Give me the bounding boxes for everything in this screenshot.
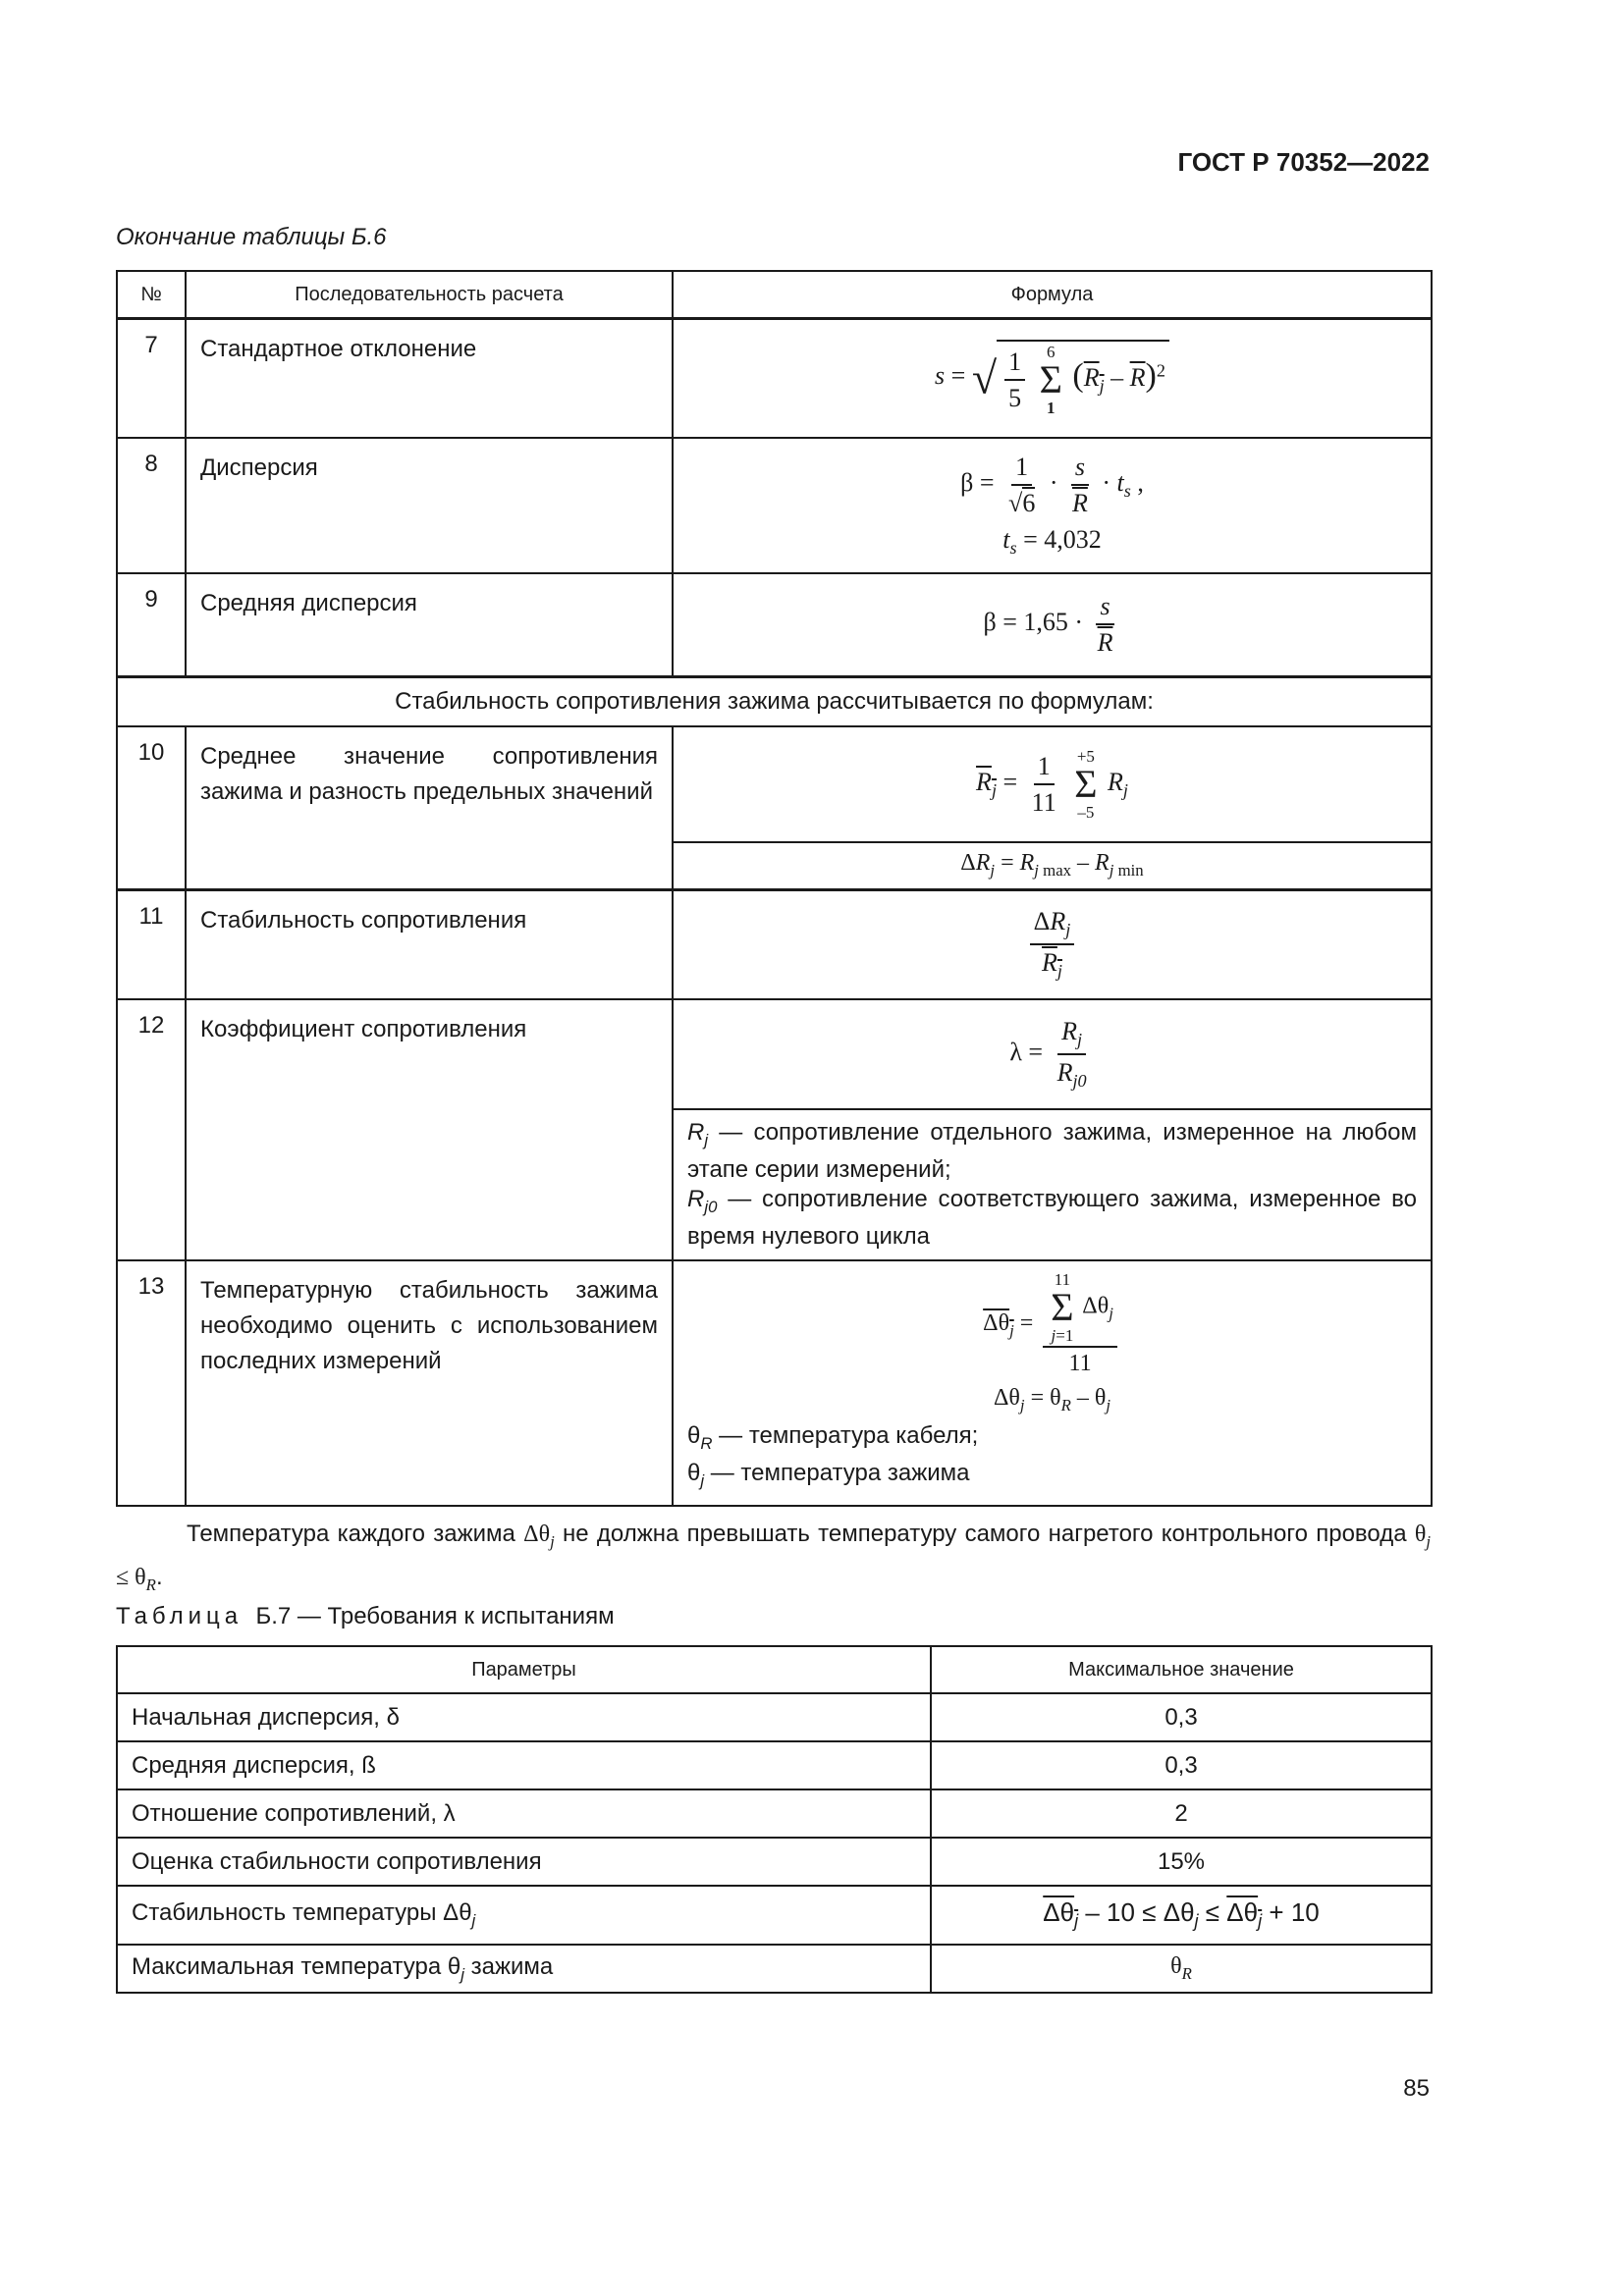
param-cell: Средняя дисперсия, ß <box>117 1741 931 1789</box>
table-row <box>117 438 1432 573</box>
table-b7-caption <box>116 1603 615 1630</box>
formula-dispersion: β = $\frac{1}{√6}$ · $\frac{s}{R}$ · $t_s$ , $t_s = 4,032$ <box>673 438 1432 573</box>
table-header-row <box>117 1646 1432 1693</box>
row-label: Температурную стабильность зажима необходимо оценить с использованием последних измерений <box>186 1260 673 1506</box>
row-number: 9 <box>117 573 186 677</box>
row-number: 8 <box>117 438 186 573</box>
formula-mean-dispersion: β = 1,65 · $\frac{s}{R}$ <box>673 573 1432 677</box>
header-param: Параметры <box>117 1646 931 1693</box>
value-cell: 15% <box>931 1838 1432 1886</box>
row-label: Среднее значение сопротивления зажима и разность предельных значений <box>186 726 673 889</box>
header-sequence: Последовательность расчета <box>186 271 673 319</box>
table-b7 <box>116 1645 1433 1994</box>
param-cell: Начальная дисперсия, δ <box>117 1693 931 1741</box>
header-num: № <box>117 271 186 319</box>
row-number: 7 <box>117 319 186 438</box>
table-row <box>117 999 1432 1109</box>
row-label: Коэффициент сопротивления <box>186 999 673 1260</box>
note-rj0: — сопротивление соответствующего зажима, измеренное во время нулевого цикла <box>687 1185 1418 1250</box>
formula-notes: $R_j$ — сопротивление отдельного зажима, измеренное на любом этапе серии измерений; $R_{j0}$ — сопротивление соответствующего зажима, измеренное во время нулевого цикла <box>673 1109 1432 1260</box>
table-row <box>117 1886 1432 1945</box>
value-cell: 0,3 <box>931 1741 1432 1789</box>
page-number: 85 <box>1403 2075 1430 2102</box>
table-row <box>117 726 1432 842</box>
section-heading: Стабильность сопротивления зажима рассчитывается по формулам: <box>117 677 1432 727</box>
mean-dispersion-coef: β = 1,65 · <box>983 608 1084 637</box>
formula-resistance-coefficient: λ = $\frac{R_j}{R_{j0}}$ <box>673 999 1432 1109</box>
table-row <box>117 1838 1432 1886</box>
row-number: 12 <box>117 999 186 1260</box>
param-cell: Отношение сопротивлений, λ <box>117 1789 931 1838</box>
standard-designation: ГОСТ Р 70352—2022 <box>1177 147 1430 177</box>
ts-value: = 4,032 <box>1023 524 1102 554</box>
formula-std-deviation: s = √ $\frac{1}{5}$ 6 Σ 1 $(R_j - \overline{R})^2$ <box>673 319 1432 438</box>
table-row <box>117 1789 1432 1838</box>
table-row <box>117 1693 1432 1741</box>
note-theta-r: — температура кабеля; <box>719 1422 979 1450</box>
table-row <box>117 1260 1432 1506</box>
row-label: Стандартное отклонение <box>186 319 673 438</box>
note-rj: — сопротивление отдельного зажима, измеренное на любом этапе серии измерений; <box>687 1119 1418 1183</box>
body-paragraph: Температура каждого зажима $\Delta\theta_j$ не должна превышать температуру самого нагретого контрольного провода $\theta_j \le \theta_R$. <box>116 1521 1431 1594</box>
param-cell: Максимальная температура $\theta_j$ зажима <box>117 1945 931 1993</box>
table-header-row <box>117 271 1432 319</box>
row-label: Средняя дисперсия <box>186 573 673 677</box>
table-b7-prefix: Таблица <box>116 1603 244 1629</box>
row-number: 13 <box>117 1260 186 1506</box>
row-label: Стабильность сопротивления <box>186 889 673 999</box>
row-label: Дисперсия <box>186 438 673 573</box>
table-b6-caption: Окончание таблицы Б.6 <box>116 224 387 250</box>
table-row <box>117 889 1432 999</box>
formula-resistance-stability: $\frac{\Delta R_j}{R_j}$ <box>673 889 1432 999</box>
param-cell: Оценка стабильности сопротивления <box>117 1838 931 1886</box>
value-cell: 0,3 <box>931 1693 1432 1741</box>
row-number: 10 <box>117 726 186 889</box>
header-max: Максимальное значение <box>931 1646 1432 1693</box>
table-b6 <box>116 270 1433 1507</box>
value-cell: 2 <box>931 1789 1432 1838</box>
paragraph-part1: Температура каждого зажима <box>187 1521 515 1547</box>
table-row <box>117 1741 1432 1789</box>
table-b7-title: Б.7 — Требования к испытаниям <box>255 1603 615 1629</box>
value-cell: $\Delta\theta_j - 10 \le \Delta\theta_j \le \Delta\theta_j + 10$ <box>931 1886 1432 1945</box>
formula-mean-resistance: $R_j$ = $\frac{1}{11}$ +5 Σ –5 $R_j$ <box>673 726 1432 842</box>
table-row <box>117 1945 1432 1993</box>
formula-temperature-stability: $\Delta\theta_j$ = 11 Σ j=1 $\Delta\theta_j$ 11 $\Delta\theta_j = \theta_R - \theta_j$ $\theta_R$ — температура кабеля; $\theta_j$ — температура зажима <box>673 1260 1432 1506</box>
paragraph-part2: не должна превышать температуру самого нагретого контрольного провода <box>563 1521 1407 1547</box>
table-row <box>117 319 1432 438</box>
row-number: 11 <box>117 889 186 999</box>
formula-resistance-range: $\Delta R_j = R_j$ $_{max} - R_j$ $_{min}$ <box>673 842 1432 889</box>
note-theta-j: — температура зажима <box>710 1459 970 1486</box>
table-row <box>117 573 1432 677</box>
section-row <box>117 677 1432 727</box>
value-cell: $\theta_R$ <box>931 1945 1432 1993</box>
param-cell: Стабильность температуры $\Delta\theta_j$ <box>117 1886 931 1945</box>
header-formula: Формула <box>673 271 1432 319</box>
